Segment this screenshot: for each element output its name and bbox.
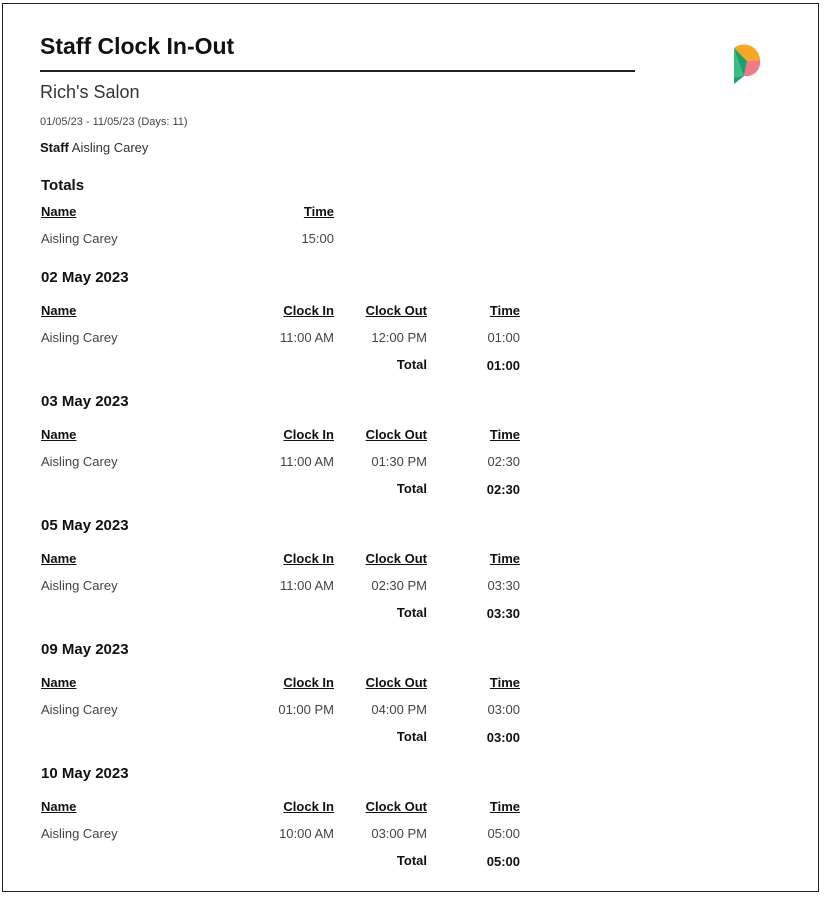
entry-clock-in: 10:00 AM — [279, 826, 334, 841]
entry-staff-name: Aisling Carey — [41, 702, 118, 717]
day-date: 09 May 2023 — [41, 641, 129, 658]
day-date: 03 May 2023 — [41, 393, 129, 410]
day-total-label: Total — [396, 729, 427, 744]
day-date: 05 May 2023 — [41, 517, 129, 534]
col-name-header: Name — [41, 799, 77, 814]
col-time-header: Time — [489, 303, 520, 318]
entry-clock-out: 01:30 PM — [371, 454, 427, 469]
staff-filter — [40, 140, 148, 155]
col-clock-out-header: Clock Out — [365, 303, 427, 318]
col-clock-out-header: Clock Out — [365, 551, 427, 566]
col-time-header: Time — [489, 799, 520, 814]
entry-clock-out: 04:00 PM — [371, 702, 427, 717]
col-name-header: Name — [41, 675, 77, 690]
entry-clock-in: 01:00 PM — [278, 702, 334, 717]
col-time-header: Time — [489, 551, 520, 566]
entry-time: 03:00 — [487, 702, 520, 717]
day-total-value: 03:30 — [486, 606, 520, 621]
salon-name: Rich's Salon — [40, 82, 140, 102]
col-name-header: Name — [41, 427, 77, 442]
entry-staff-name: Aisling Carey — [41, 578, 118, 593]
totals-staff-name: Aisling Carey — [41, 231, 118, 246]
entry-time: 02:30 — [487, 454, 520, 469]
col-time-header: Time — [489, 675, 520, 690]
entry-clock-in: 11:00 AM — [280, 454, 334, 469]
brand-p-logo-icon — [730, 44, 764, 90]
col-clock-out-header: Clock Out — [365, 675, 427, 690]
report-page — [2, 3, 819, 892]
col-clock-out-header: Clock Out — [365, 799, 427, 814]
day-total-value: 05:00 — [486, 854, 520, 869]
day-total-label: Total — [396, 853, 427, 868]
day-total-value: 02:30 — [486, 482, 520, 497]
day-total-label: Total — [396, 357, 427, 372]
staff-label: Staff — [40, 140, 69, 155]
col-clock-in-header: Clock In — [283, 303, 334, 318]
entry-clock-out: 12:00 PM — [371, 330, 427, 345]
day-total-label: Total — [396, 481, 427, 496]
totals-staff-time: 15:00 — [301, 231, 334, 246]
col-name-header: Name — [41, 551, 77, 566]
entry-clock-out: 02:30 PM — [371, 578, 427, 593]
report-title: Staff Clock In-Out — [40, 33, 235, 59]
day-total-value: 01:00 — [486, 358, 520, 373]
totals-col-name: Name — [41, 204, 77, 219]
entry-staff-name: Aisling Carey — [41, 330, 118, 345]
day-total-label: Total — [396, 605, 427, 620]
entry-staff-name: Aisling Carey — [41, 454, 118, 469]
day-date: 02 May 2023 — [41, 269, 129, 286]
entry-clock-out: 03:00 PM — [371, 826, 427, 841]
col-clock-in-header: Clock In — [283, 427, 334, 442]
col-name-header: Name — [41, 303, 77, 318]
entry-time: 03:30 — [487, 578, 520, 593]
entry-time: 05:00 — [487, 826, 520, 841]
staff-name: Aisling Carey — [71, 140, 149, 155]
entry-time: 01:00 — [487, 330, 520, 345]
title-divider — [40, 70, 635, 72]
col-clock-out-header: Clock Out — [365, 427, 427, 442]
day-total-value: 03:00 — [486, 730, 520, 745]
entry-clock-in: 11:00 AM — [280, 330, 334, 345]
date-range: 01/05/23 - 11/05/23 (Days: 11) — [40, 116, 188, 128]
totals-heading: Totals — [41, 177, 85, 194]
col-clock-in-header: Clock In — [283, 551, 334, 566]
day-date: 10 May 2023 — [41, 765, 129, 782]
entry-staff-name: Aisling Carey — [41, 826, 118, 841]
entry-clock-in: 11:00 AM — [280, 578, 334, 593]
col-clock-in-header: Clock In — [283, 675, 334, 690]
col-time-header: Time — [489, 427, 520, 442]
col-clock-in-header: Clock In — [283, 799, 334, 814]
totals-col-time: Time — [303, 204, 334, 219]
